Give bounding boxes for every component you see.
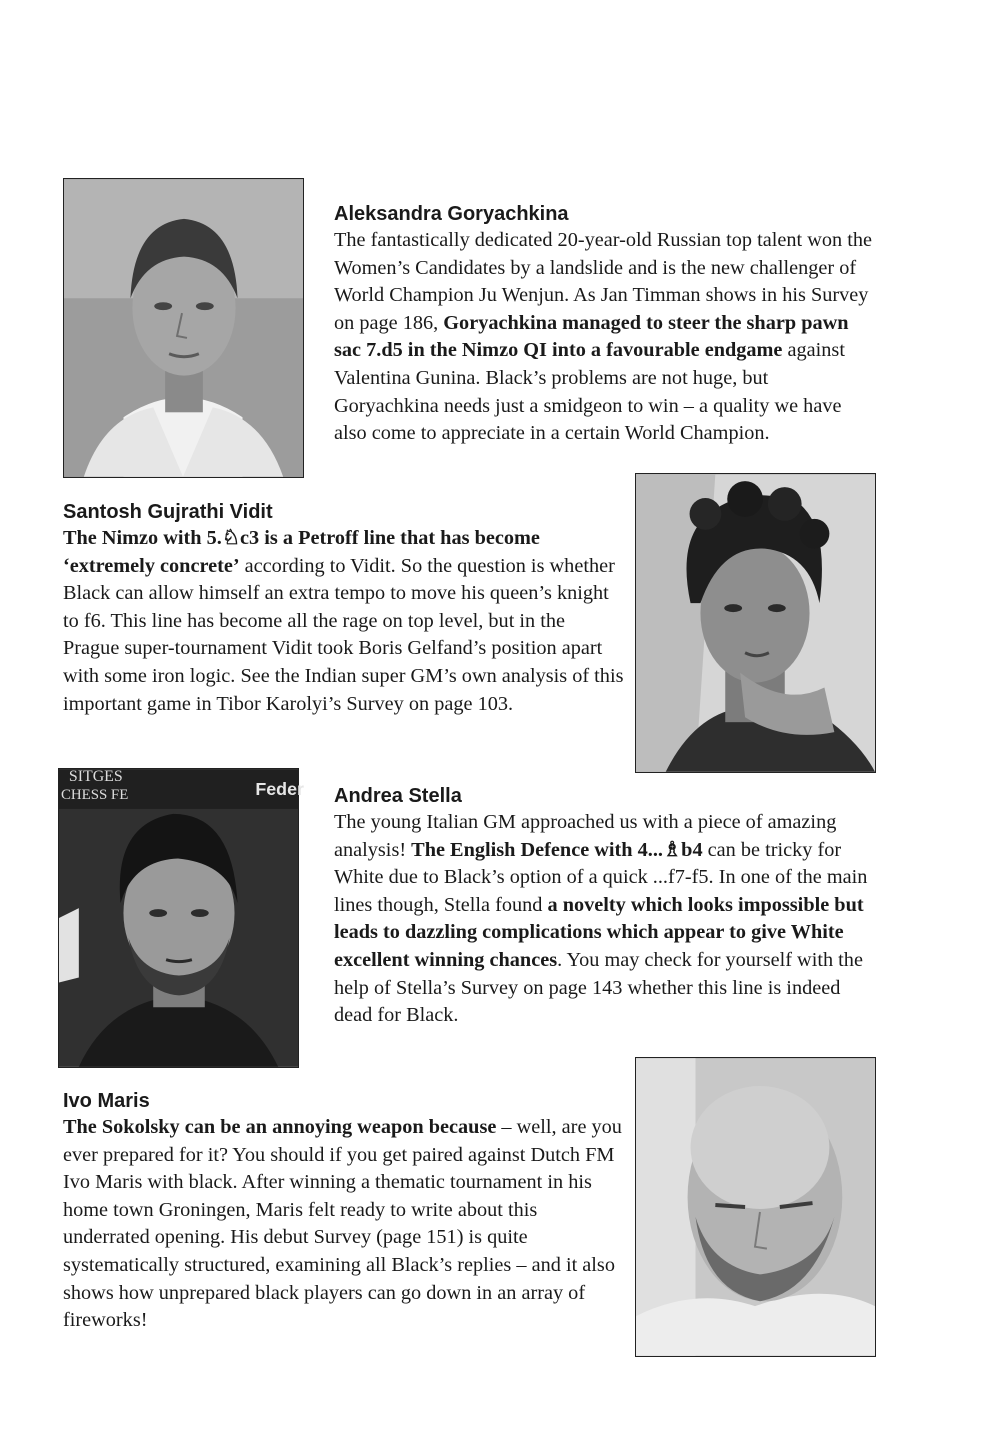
- text-run: against Valentina Gunina. Black’s problems are not huge, but Goryachkina needs just a smidgeon to win – a quality we have also come to appreciate in a certain World Champion.: [334, 339, 845, 445]
- goryachkina-paragraph: [334, 227, 874, 448]
- portrait-man-curly-icon: [636, 474, 875, 772]
- maris-name: Ivo Maris: [63, 1090, 150, 1112]
- text-run: – well, are you ever prepared for it? You should if you get paired against Dutch FM Ivo Maris with black. After winning a thematic tournament in his home town Groningen, Maris felt ready to write about this underrated opening. His debut Survey (page 151) is quite systematically structured, examining all Black’s replies – and it also shows how unprepared black players can go down in an array of fireworks!: [63, 1116, 622, 1332]
- vidit-paragraph: [63, 525, 626, 718]
- bold-run: The Nimzo with 5.♘c3 is a Petroff line that has become ‘extremely concrete’: [63, 527, 540, 577]
- bold-run: The English Defence with 4...♗b4: [411, 838, 703, 861]
- stella-photo: [58, 768, 304, 1068]
- maris-photo: [635, 1057, 876, 1357]
- text-run: according to Vidit. So the question is whether Black can allow himself an extra tempo to move his queen’s knight to f6. This line has become all the rage on top level, but in the Prague super-tournament Vidit took Boris Gelfand’s position apart with some iron logic. See the Indian super GM’s own analysis of this important game in Tibor Karolyi’s Survey on page 103.: [63, 554, 624, 715]
- text-run: . You may check for yourself with the help of Stella’s Survey on page 143 whether this line is indeed dead for Black.: [334, 948, 863, 1027]
- text-run: can be tricky for White due to Black’s option of a quick ...f7-f5. In one of the main lines though, Stella found: [334, 838, 868, 916]
- stella-backdrop-line-1: SITGES: [68, 768, 123, 786]
- stella-paragraph: [334, 809, 874, 1030]
- portrait-woman-icon: [64, 179, 303, 477]
- maris-paragraph: [63, 1114, 626, 1335]
- stella-backdrop-line-2: CHESS FE: [60, 786, 129, 803]
- bold-run: a novelty which looks impossible but leads to dazzling complications which appear to give White excellent winning chances: [334, 893, 864, 971]
- goryachkina-photo: [63, 178, 304, 478]
- stella-backdrop-line-3: Feder: [255, 779, 304, 800]
- text-run: The fantastically dedicated 20-year-old Russian top talent won the Women’s Candidates by a landslide and is the new challenger of World Champion Ju Wenjun. As Jan Timman shows in his Survey on page 186,: [334, 229, 872, 334]
- goryachkina-name: Aleksandra Goryachkina: [334, 203, 569, 225]
- bold-run: The Sokolsky can be an annoying weapon because: [63, 1116, 497, 1138]
- vidit-name: Santosh Gujrathi Vidit: [63, 501, 273, 523]
- text-run: The young Italian GM approached us with a piece of amazing analysis!: [334, 811, 837, 861]
- portrait-man-bald-icon: [636, 1058, 875, 1356]
- vidit-photo: [635, 473, 876, 773]
- bold-run: Goryachkina managed to steer the sharp pawn sac 7.d5 in the Nimzo QI into a favourable endgame: [334, 311, 849, 362]
- stella-name: Andrea Stella: [334, 785, 462, 807]
- portrait-man-beard-icon: [59, 768, 304, 1067]
